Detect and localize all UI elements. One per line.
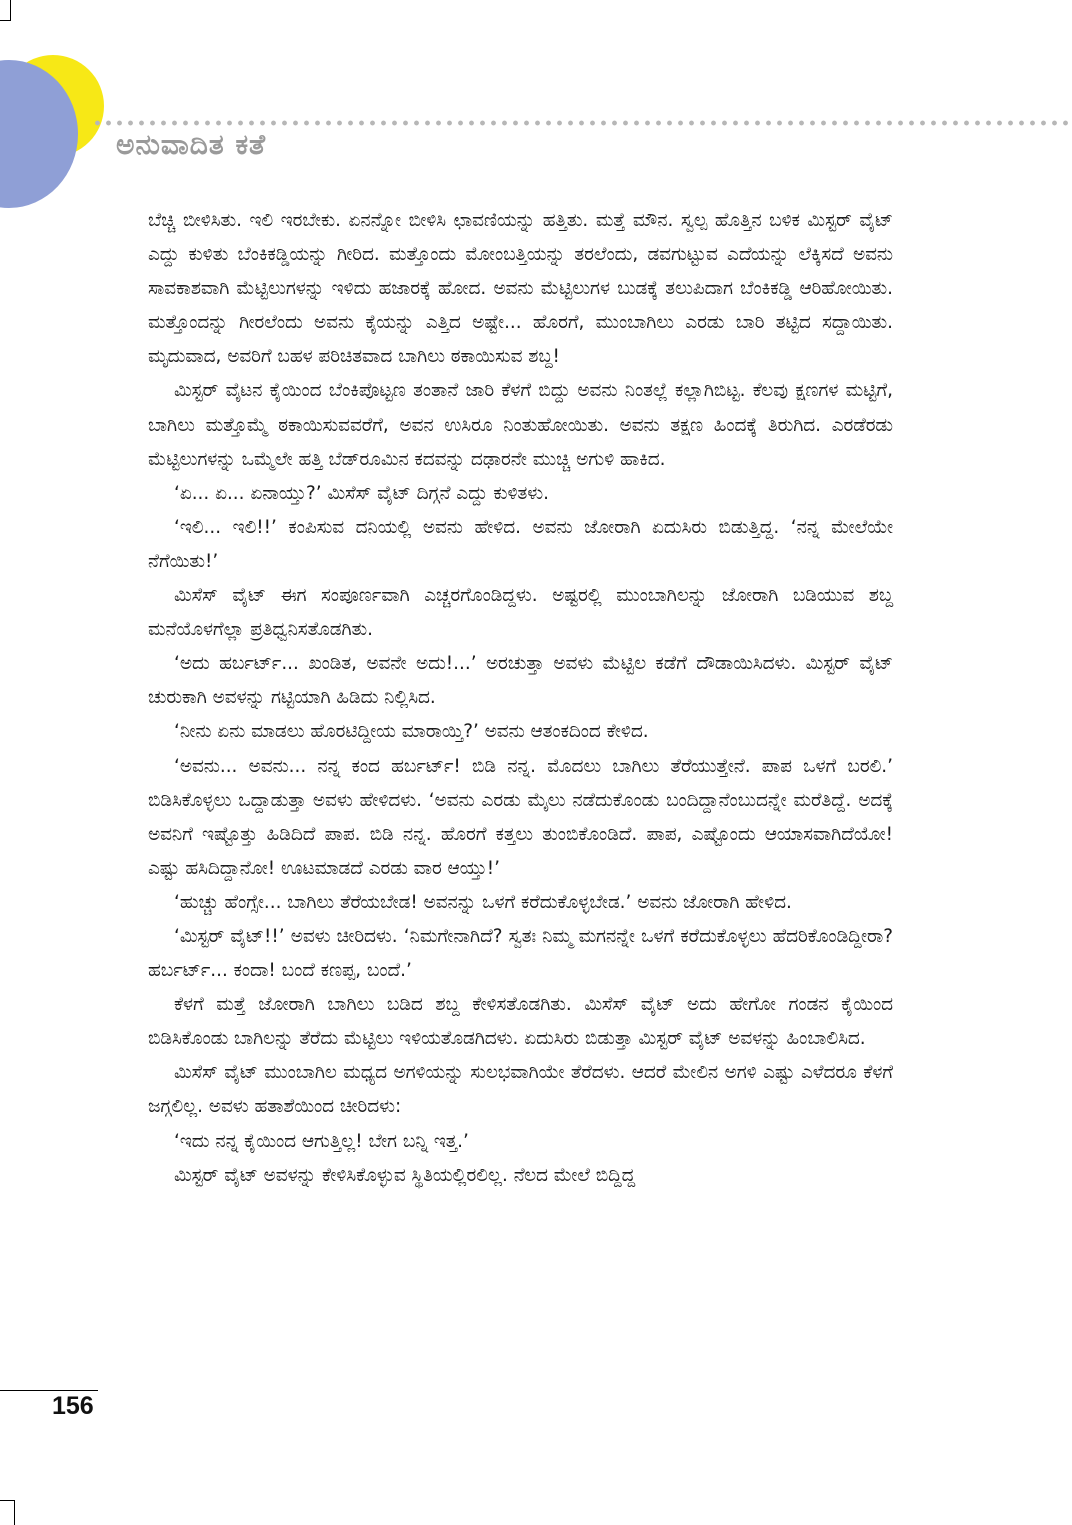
- paragraph: ಕೆಳಗೆ ಮತ್ತೆ ಜೋರಾಗಿ ಬಾಗಿಲು ಬಡಿದ ಶಬ್ದ ಕೇಳಿಸತೊಡಗಿತು. ಮಿಸೆಸ್ ವೈಟ್ ಅದು ಹೇಗೋ ಗಂಡನ ಕೈಯಿಂದ ಬಿಡಿಸಿಕೊಂಡು ಬಾಗಿಲನ್ನು ತೆರೆದು ಮೆಟ್ಟಿಲು ಇಳಿಯತೊಡಗಿದಳು. ಏದುಸಿರು ಬಿಡುತ್ತಾ ಮಿಸ್ಟರ್ ವೈಟ್ ಅವಳನ್ನು ಹಿಂಬಾಲಿಸಿದ.: [148, 994, 893, 1050]
- paragraph: ಮಿಸೆಸ್ ವೈಟ್ ಮುಂಬಾಗಿಲ ಮಧ್ಯದ ಅಗಳಿಯನ್ನು ಸುಲಭವಾಗಿಯೇ ತೆರೆದಳು. ಆದರೆ ಮೇಲಿನ ಅಗಳಿ ಎಷ್ಟು ಎಳೆದರೂ ಕೆಳಗೆ ಜಗ್ಗಲಿಲ್ಲ. ಅವಳು ಹತಾಶೆಯಿಂದ ಚೀರಿದಳು:: [148, 1062, 893, 1118]
- paragraph: ಮಿಸ್ಟರ್ ವೈಟ್ ಅವಳನ್ನು ಕೇಳಿಸಿಕೊಳ್ಳುವ ಸ್ಥಿತಿಯಲ್ಲಿರಲಿಲ್ಲ. ನೆಲದ ಮೇಲೆ ಬಿದ್ದಿದ್ದ: [174, 1164, 636, 1186]
- crop-mark-top-left-horizontal: [0, 20, 11, 21]
- paragraph: ‘ಇದು ನನ್ನ ಕೈಯಿಂದ ಆಗುತ್ತಿಲ್ಲ! ಬೇಗ ಬನ್ನಿ ಇತ್ತ.’: [174, 1130, 469, 1152]
- paragraph: ‘ಏ... ಏ... ಏನಾಯ್ತು?’ ಮಿಸೆಸ್ ವೈಟ್ ದಿಗ್ಗನೆ ಎದ್ದು ಕುಳಿತಳು.: [174, 482, 549, 504]
- paragraph: ‘ಅದು ಹರ್ಬರ್ಟ್... ಖಂಡಿತ, ಅವನೇ ಅದು!...’ ಅರಚುತ್ತಾ ಅವಳು ಮೆಟ್ಟಿಲ ಕಡೆಗೆ ದೌಡಾಯಿಸಿದಳು. ಮಿಸ್ಟರ್ ವೈಟ್ ಚುರುಕಾಗಿ ಅವಳನ್ನು ಗಟ್ಟಿಯಾಗಿ ಹಿಡಿದು ನಿಲ್ಲಿಸಿದ.: [148, 653, 893, 709]
- crop-mark-bottom-left-horizontal: [0, 1500, 15, 1501]
- paragraph: ‘ಇಲಿ... ಇಲಿ!!’ ಕಂಪಿಸುವ ದನಿಯಲ್ಲಿ ಅವನು ಹೇಳಿದ. ಅವನು ಜೋರಾಗಿ ಏದುಸಿರು ಬಿಡುತ್ತಿದ್ದ. ‘ನನ್ನ ಮೇಲೆಯೇ ನೆಗೆಯಿತು!’: [148, 516, 893, 572]
- crop-mark-top-left-vertical: [10, 0, 11, 20]
- header-dotted-rule: [92, 120, 1072, 126]
- paragraph: ‘ನೀನು ಏನು ಮಾಡಲು ಹೊರಟಿದ್ದೀಯ ಮಾರಾಯ್ತಿ?’ ಅವನು ಆತಂಕದಿಂದ ಕೇಳಿದ.: [174, 721, 649, 743]
- story-text: [148, 204, 893, 1193]
- paragraph: ಮಿಸ್ಟರ್ ವೈಟನ ಕೈಯಿಂದ ಬೆಂಕಿಪೊಟ್ಟಣ ತಂತಾನೆ ಜಾರಿ ಕೆಳಗೆ ಬಿದ್ದು ಅವನು ನಿಂತಲ್ಲೆ ಕಲ್ಲಾಗಿಬಿಟ್ಟ. ಕೆಲವು ಕ್ಷಣಗಳ ಮಟ್ಟಿಗೆ, ಬಾಗಿಲು ಮತ್ತೊಮ್ಮೆ ಠಕಾಯಿಸುವವರೆಗೆ, ಅವನ ಉಸಿರೂ ನಿಂತುಹೋಯಿತು. ಅವನು ತಕ್ಷಣ ಹಿಂದಕ್ಕೆ ತಿರುಗಿದ. ಎರಡೆರಡು ಮೆಟ್ಟಿಲುಗಳನ್ನು ಒಮ್ಮೆಲೇ ಹತ್ತಿ ಬೆಡ್‌ರೂಮಿನ ಕದವನ್ನು ದಢಾರನೇ ಮುಚ್ಚಿ ಅಗುಳಿ ಹಾಕಿದ.: [148, 380, 893, 470]
- paragraph: ಬೆಚ್ಚಿ ಬೀಳಿಸಿತು. ಇಲಿ ಇರಬೇಕು. ಏನನ್ನೋ ಬೀಳಿಸಿ ಛಾವಣಿಯನ್ನು ಹತ್ತಿತು. ಮತ್ತೆ ಮೌನ. ಸ್ವಲ್ಪ ಹೊತ್ತಿನ ಬಳಿಕ ಮಿಸ್ಟರ್ ವೈಟ್ ಎದ್ದು ಕುಳಿತು ಬೆಂಕಿಕಡ್ಡಿಯನ್ನು ಗೀರಿದ. ಮತ್ತೊಂದು ಮೋಂಬತ್ತಿಯನ್ನು ತರಲೆಂದು, ಡವಗುಟ್ಟುವ ಎದೆಯನ್ನು ಲೆಕ್ಕಿಸದೆ ಅವನು ಸಾವಕಾಶವಾಗಿ ಮೆಟ್ಟಿಲುಗಳನ್ನು ಇಳಿದು ಹಜಾರಕ್ಕೆ ಹೋದ. ಅವನು ಮೆಟ್ಟಿಲುಗಳ ಬುಡಕ್ಕೆ ತಲುಪಿದಾಗ ಬೆಂಕಿಕಡ್ಡಿ ಆರಿಹೋಯಿತು. ಮತ್ತೊಂದನ್ನು ಗೀರಲೆಂದು ಅವನು ಕೈಯನ್ನು ಎತ್ತಿದ ಅಷ್ಟೇ... ಹೊರಗೆ, ಮುಂಬಾಗಿಲು ಎರಡು ಬಾರಿ ತಟ್ಟಿದ ಸದ್ದಾಯಿತು. ಮೃದುವಾದ, ಅವರಿಗೆ ಬಹಳ ಪರಿಚಿತವಾದ ಬಾಗಿಲು ಠಕಾಯಿಸುವ ಶಬ್ದ!: [148, 210, 893, 368]
- section-title: ಅನುವಾದಿತ ಕತೆ: [116, 128, 267, 161]
- footer-rule: [0, 1390, 98, 1391]
- paragraph: ಮಿಸೆಸ್ ವೈಟ್ ಈಗ ಸಂಪೂರ್ಣವಾಗಿ ಎಚ್ಚರಗೊಂಡಿದ್ದಳು. ಅಷ್ಟರಲ್ಲಿ ಮುಂಬಾಗಿಲನ್ನು ಜೋರಾಗಿ ಬಡಿಯುವ ಶಬ್ದ ಮನೆಯೊಳಗೆಲ್ಲಾ ಪ್ರತಿಧ್ವನಿಸತೊಡಗಿತು.: [148, 585, 893, 641]
- crop-mark-bottom-left-vertical: [14, 1500, 15, 1525]
- paragraph: ‘ಅವನು... ಅವನು... ನನ್ನ ಕಂದ ಹರ್ಬರ್ಟ್! ಬಿಡಿ ನನ್ನ. ಮೊದಲು ಬಾಗಿಲು ತೆರೆಯುತ್ತೇನೆ. ಪಾಪ ಒಳಗೆ ಬರಲಿ.’ ಬಿಡಿಸಿಕೊಳ್ಳಲು ಒದ್ದಾಡುತ್ತಾ ಅವಳು ಹೇಳಿದಳು. ‘ಅವನು ಎರಡು ಮೈಲು ನಡೆದುಕೊಂಡು ಬಂದಿದ್ದಾನೆಂಬುದನ್ನೇ ಮರೆತಿದ್ದೆ. ಅದಕ್ಕೆ ಅವನಿಗೆ ಇಷ್ಟೊತ್ತು ಹಿಡಿದಿದೆ ಪಾಪ. ಬಿಡಿ ನನ್ನ. ಹೊರಗೆ ಕತ್ತಲು ತುಂಬಿಕೊಂಡಿದೆ. ಪಾಪ, ಎಷ್ಟೊಂದು ಆಯಾಸವಾಗಿದೆಯೋ! ಎಷ್ಟು ಹಸಿದಿದ್ದಾನೋ! ಊಟಮಾಡದೆ ಎರಡು ವಾರ ಆಯ್ತು!’: [148, 755, 893, 879]
- paragraph: ‘ಮಿಸ್ಟರ್ ವೈಟ್!!’ ಅವಳು ಚೀರಿದಳು. ‘ನಿಮಗೇನಾಗಿದೆ? ಸ್ವತಃ ನಿಮ್ಮ ಮಗನನ್ನೇ ಒಳಗೆ ಕರೆದುಕೊಳ್ಳಲು ಹೆದರಿಕೊಂಡಿದ್ದೀರಾ? ಹರ್ಬರ್ಟ್... ಕಂದಾ! ಬಂದೆ ಕಣಪ್ಪ, ಬಂದೆ.’: [148, 925, 893, 982]
- paragraph: ‘ಹುಚ್ಚು ಹೆಂಗ್ಸೇ... ಬಾಗಿಲು ತೆರೆಯಬೇಡ! ಅವನನ್ನು ಒಳಗೆ ಕರೆದುಕೊಳ್ಳಬೇಡ.’ ಅವನು ಜೋರಾಗಿ ಹೇಳಿದ.: [174, 891, 792, 913]
- page-number: 156: [52, 1392, 94, 1420]
